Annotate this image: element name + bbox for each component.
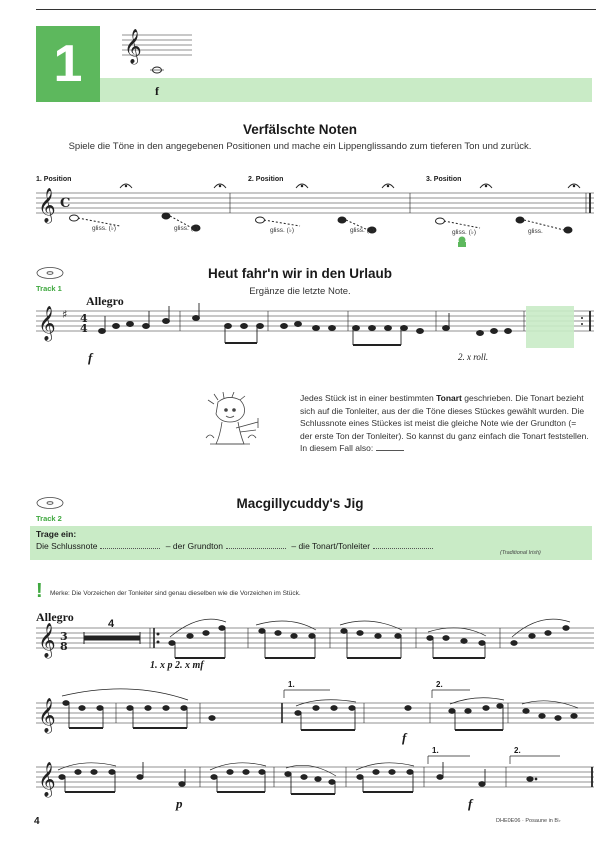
svg-text:𝄞: 𝄞 bbox=[124, 29, 142, 64]
ending-3: 1. bbox=[432, 746, 439, 755]
svg-text:♯: ♯ bbox=[62, 308, 68, 321]
svg-text:8: 8 bbox=[60, 640, 68, 653]
section-title-verfaelschte-noten: Verfälschte Noten bbox=[242, 122, 358, 137]
cd-icon bbox=[37, 268, 63, 509]
page-number: 4 bbox=[34, 816, 40, 827]
track-label-1: Track 1 bbox=[36, 284, 62, 293]
ending-2: 2. bbox=[436, 680, 443, 689]
fill-in-line bbox=[36, 541, 436, 551]
fill-blank-3[interactable] bbox=[373, 548, 433, 549]
dynamic-marking-1: f bbox=[88, 350, 93, 365]
section-title-jig: Macgillycuddy's Jig bbox=[236, 496, 364, 511]
chapter-number: 1 bbox=[36, 26, 100, 102]
position-label-2: 2. Position bbox=[248, 176, 284, 183]
svg-text:𝄞: 𝄞 bbox=[38, 698, 56, 733]
position-label-3: 3. Position bbox=[426, 176, 462, 183]
hint-icon bbox=[458, 237, 466, 248]
svg-text:𝄞: 𝄞 bbox=[38, 188, 56, 223]
staff-1 bbox=[36, 193, 594, 213]
tempo-marking-2: Allegro bbox=[36, 610, 74, 624]
staff-5 bbox=[36, 767, 594, 787]
fill-item-tonart: – die Tonart/Tonleiter bbox=[291, 541, 371, 551]
svg-text:𝄞: 𝄞 bbox=[38, 306, 56, 341]
ending-1: 1. bbox=[288, 680, 295, 689]
gliss-label-3: gliss. (♭) bbox=[270, 227, 295, 234]
gliss-label-6: gliss. bbox=[528, 228, 543, 235]
multi-rest-count: 4 bbox=[108, 618, 115, 630]
fill-blank-2[interactable] bbox=[226, 548, 286, 549]
section-title-urlaub: Heut fahr'n wir in den Urlaub bbox=[208, 266, 392, 281]
section-instruction-2: Ergänze die letzte Note. bbox=[249, 286, 351, 297]
footer-code: DHE0E06 · Posaune in B♭ bbox=[496, 818, 561, 824]
gliss-label-5: gliss. (♭) bbox=[452, 229, 477, 236]
svg-text:𝄞: 𝄞 bbox=[38, 623, 56, 658]
hint-text: Merke: Die Vorzeichen der Tonleiter sind genau dieselben wie die Vorzeichen im Stück. bbox=[50, 590, 301, 597]
svg-text:𝄞: 𝄞 bbox=[38, 762, 56, 797]
ending-4: 2. bbox=[514, 746, 521, 755]
fill-blank-1[interactable] bbox=[100, 548, 160, 549]
trombone-player-illustration bbox=[200, 392, 264, 450]
tempo-marking-1: Allegro bbox=[86, 294, 124, 308]
fill-item-grundton: – der Grundton bbox=[165, 541, 223, 551]
credit: (Traditional Irish) bbox=[500, 550, 541, 556]
fill-in-heading: Trage ein: bbox=[36, 529, 77, 539]
gliss-label-1: gliss. (♭) bbox=[92, 225, 117, 232]
dynamic-marking-3: f bbox=[402, 730, 407, 745]
section-instruction-1: Spiele die Töne in den angegebenen Positionen und mache ein Lippenglissando zum tieferen Ton und zurück. bbox=[68, 141, 532, 152]
svg-text:3: 3 bbox=[60, 630, 68, 643]
repeat-note: 2. x roll. bbox=[458, 352, 489, 362]
fill-item-schlussnote: Die Schlussnote bbox=[36, 541, 98, 551]
svg-text:4: 4 bbox=[80, 312, 88, 325]
gliss-label-2: gliss. (♭) bbox=[174, 225, 199, 232]
dynamic-marking-4: p bbox=[176, 796, 183, 811]
dynamic-marking-5: f bbox=[468, 796, 473, 811]
position-label-1: 1. Position bbox=[36, 176, 72, 183]
exclamation-icon: ! bbox=[36, 580, 43, 602]
note-label: f bbox=[155, 84, 159, 98]
dynamic-marking-2: 1. x p 2. x mf bbox=[150, 660, 204, 671]
track-label-2: Track 2 bbox=[36, 514, 62, 523]
svg-text:C: C bbox=[60, 196, 71, 211]
svg-text:4: 4 bbox=[80, 322, 88, 335]
info-text: Jedes Stück ist in einer bestimmten Tonart geschrieben. Die Tonart bezieht sich auf die Tonleiter, aus der die Töne dieses Stückes gewählt wurden. Die Schlussnote eines Stückes ist meist die gleiche Note wie der Grundton (= der erste Ton der Tonleiter). So kannst du ganz einfach die Tonart feststellen. In diesem Fall also: bbox=[300, 393, 589, 453]
gliss-label-4: gliss. (♭) bbox=[350, 227, 375, 234]
